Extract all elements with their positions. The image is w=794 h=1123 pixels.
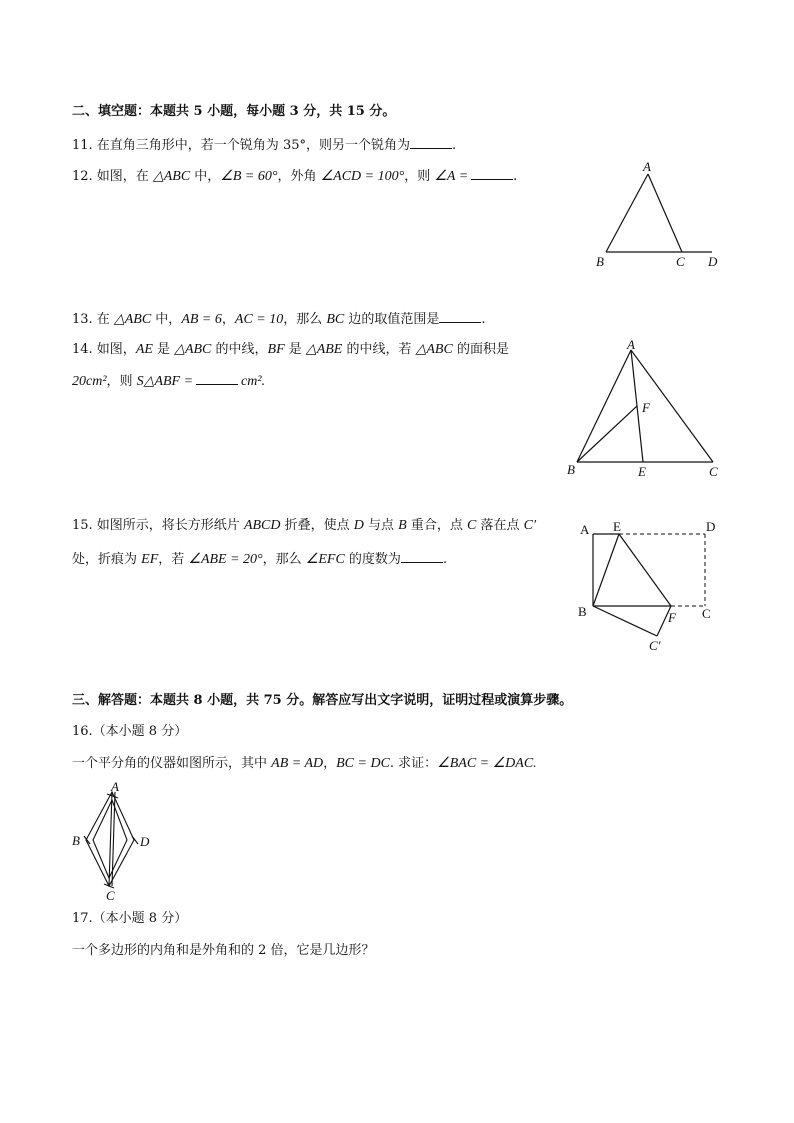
question-12: 12. 如图，在 △ABC 中，∠B = 60°，外角 ∠ACD = 100°，则 ∠A = .	[72, 166, 517, 186]
q14-text-5: 的中线，若	[342, 342, 416, 357]
q15-answer-blank[interactable]	[401, 549, 443, 563]
q15-text-4: 重合，点	[406, 518, 467, 533]
solve-section-header: 三、解答题：本题共 8 小题，共 75 分。解答应写出文字说明，证明过程或演算步骤。	[72, 693, 573, 708]
q13-text-4: ，那么	[283, 312, 327, 327]
q14-math-s-abf: S△ABF =	[136, 374, 194, 389]
q15-math-7: ∠ABE = 20°	[188, 552, 263, 567]
q12-label-d: D	[708, 254, 718, 269]
q15-label-b: B	[578, 604, 587, 619]
q13-math-1: △ABC	[113, 312, 152, 327]
q14-math-5: △ABC	[415, 342, 453, 357]
q16-title: 16.（本小题 8 分）	[72, 724, 188, 739]
q15-math-6: EF	[141, 552, 159, 567]
q13-math-4: BC	[326, 312, 345, 327]
q12-text-4: ，则	[404, 169, 435, 184]
q13-text-2: 中，	[151, 312, 182, 327]
q16-label-d: D	[140, 834, 150, 849]
q12-math-2: ∠B = 60°	[220, 169, 278, 184]
q15-math-4: C	[467, 518, 477, 533]
q15-math-8: ∠EFC	[305, 552, 345, 567]
q15-math-2: D	[353, 518, 364, 533]
q14-label-c: C	[709, 464, 718, 479]
q16-text-2: ，	[323, 756, 337, 771]
q15-label-c-prime: C′	[649, 638, 661, 653]
q14-label-b: B	[567, 462, 575, 477]
q14-math-2: △ABC	[174, 342, 212, 357]
question-15-line-2: 处，折痕为 EF，若 ∠ABE = 20°，那么 ∠EFC 的度数为 .	[72, 549, 447, 569]
q14-math-area: 20cm²	[72, 374, 107, 389]
q15-text-1: 15. 如图所示，将长方形纸片	[72, 518, 244, 533]
q14-math-4: △ABE	[305, 342, 343, 357]
fill-blank-section-header: 二、填空题：本题共 5 小题，每小题 3 分，共 15 分。	[72, 104, 396, 119]
q14-text-3: 的中线，	[211, 342, 268, 357]
q12-answer-blank[interactable]	[471, 166, 513, 180]
q13-answer-blank[interactable]	[439, 309, 481, 323]
q17-title: 17.（本小题 8 分）	[72, 911, 188, 926]
q15-math-1: ABCD	[243, 518, 281, 533]
question-15-line-1	[72, 517, 536, 535]
q14-triangle-figure	[565, 337, 730, 480]
q15-math-5: C′	[523, 518, 537, 533]
q12-math-1: △ABC	[152, 169, 191, 184]
q15-label-e: E	[613, 519, 621, 534]
q14-text-7: ，则	[106, 374, 137, 389]
q15-text-2: 折叠，使点	[280, 518, 354, 533]
q13-text-5: 边的取值范围是	[344, 312, 440, 327]
q11-answer-blank[interactable]	[410, 135, 452, 149]
q14-math-3: BF	[267, 342, 285, 357]
q15-text-8: ，那么	[262, 552, 306, 567]
q12-math-3: ∠ACD = 100°	[320, 169, 405, 184]
q14-label-a: A	[627, 337, 635, 352]
q12-label-c: C	[676, 254, 685, 269]
q15-label-a: A	[580, 522, 590, 537]
q15-label-d: D	[706, 519, 716, 534]
q13-text-3: ，	[221, 312, 235, 327]
q15-text-7: ，若	[158, 552, 189, 567]
q16-angle-bisector-instrument	[66, 780, 166, 902]
q13-math-2: AB = 6	[181, 312, 222, 327]
q14-text-4: 是	[284, 342, 306, 357]
q12-triangle-figure	[590, 160, 730, 272]
question-11: 11. 在直角三角形中，若一个锐角为 35°，则另一个锐角为 .	[72, 135, 456, 155]
q14-text-2: 是	[152, 342, 175, 357]
q16-text-1: 一个平分角的仪器如图所示，其中	[72, 756, 272, 771]
q14-text-1: 14. 如图，	[72, 342, 136, 357]
q13-text-1: 13. 在	[72, 312, 114, 327]
q15-text-9: 的度数为	[344, 552, 401, 567]
q12-label-a: A	[643, 159, 651, 174]
q16-math-2: BC = DC	[336, 756, 390, 771]
q16-label-a: A	[111, 779, 119, 794]
q16-label-c: C	[106, 888, 115, 903]
q15-label-f: F	[668, 610, 676, 625]
q14-text-6: 的面积是	[452, 342, 509, 357]
q14-answer-blank[interactable]	[196, 371, 238, 385]
question-17: 一个多边形的内角和是外角和的 2 倍，它是几边形？	[72, 943, 375, 958]
question-14-line-2	[72, 371, 265, 391]
q16-math-1: AB = AD	[271, 756, 324, 771]
q11-text: 11. 在直角三角形中，若一个锐角为 35°，则另一个锐角为	[72, 138, 410, 153]
q12-label-b: B	[596, 254, 604, 269]
q15-math-3: B	[398, 518, 407, 533]
q15-fold-figure	[575, 518, 725, 658]
q14-label-f: F	[642, 400, 650, 415]
q16-math-3: ∠BAC = ∠DAC.	[437, 756, 537, 771]
q12-math-4: ∠A =	[434, 169, 469, 184]
question-14-line-1	[72, 341, 509, 359]
q13-math-3: AC = 10	[234, 312, 284, 327]
q14-label-e: E	[638, 464, 646, 479]
q16-text-3: . 求证：	[389, 756, 438, 771]
q15-text-6: 处，折痕为	[72, 552, 142, 567]
question-13: 13. 在 △ABC 中，AB = 6，AC = 10，那么 BC 边的取值范围是 .	[72, 309, 486, 329]
q12-text-2: 中，	[190, 169, 221, 184]
question-16	[72, 755, 537, 773]
q15-label-c: C	[702, 606, 711, 621]
q15-text-3: 与点	[363, 518, 399, 533]
q12-text-3: ，外角	[277, 169, 321, 184]
q16-label-b: B	[72, 833, 80, 848]
q14-math-unit: cm².	[241, 374, 266, 389]
q15-text-5: 落在点	[476, 518, 524, 533]
q12-text-1: 12. 如图，在	[72, 169, 153, 184]
q14-math-1: AE	[135, 342, 153, 357]
